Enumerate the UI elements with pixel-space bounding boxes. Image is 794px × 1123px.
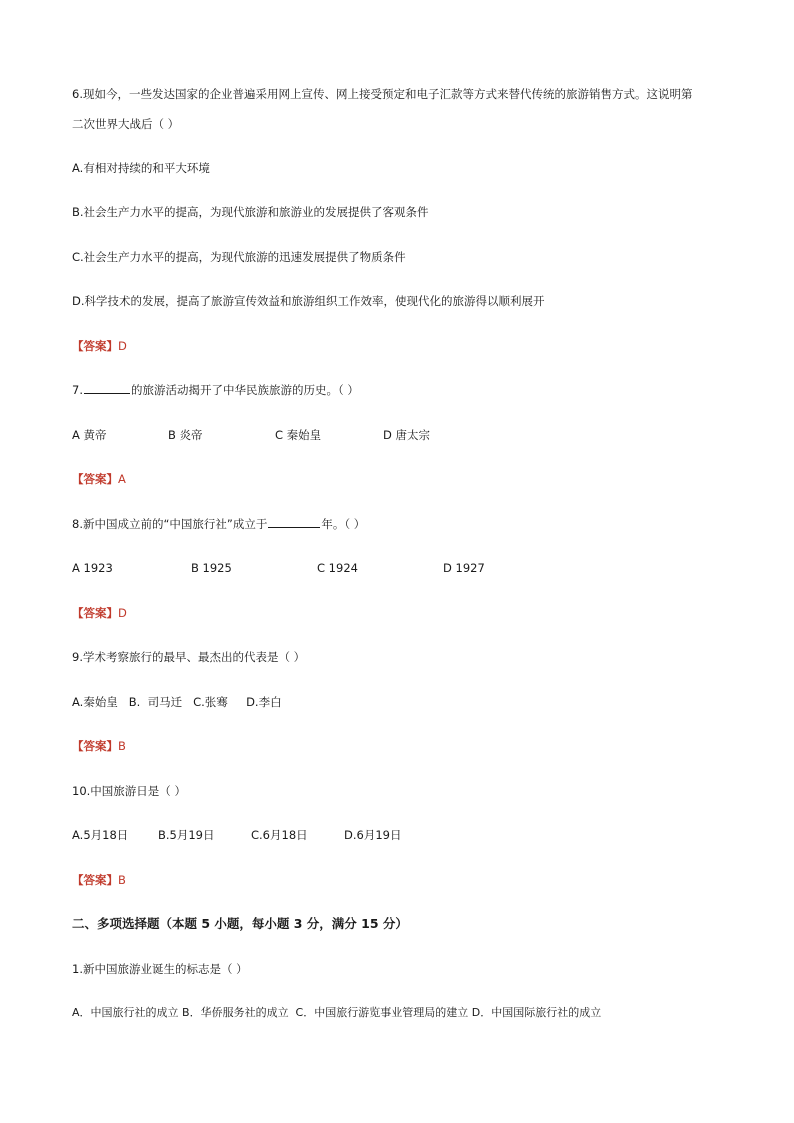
answer-label: 【答案】 xyxy=(72,606,118,620)
answer-value: B xyxy=(118,873,126,887)
q6-option-c: C.社会生产力水平的提高，为现代旅游的迅速发展提供了物质条件 xyxy=(72,250,406,264)
q8-option-a: A 1923 xyxy=(72,561,113,575)
m1-stem: 1.新中国旅游业诞生的标志是（ ） xyxy=(72,962,248,976)
section-heading: 二、多项选择题（本题 5 小题，每小题 3 分，满分 15 分） xyxy=(72,916,408,931)
q7-stem xyxy=(72,382,359,398)
q7-suffix: 的旅游活动揭开了中华民族旅游的历史。（ ） xyxy=(130,383,359,397)
answer-value: A xyxy=(118,472,126,486)
fill-blank xyxy=(84,382,130,394)
answer-label: 【答案】 xyxy=(72,472,118,486)
q7-answer xyxy=(72,471,126,487)
q8-answer xyxy=(72,605,127,621)
q8-prefix: 8.新中国成立前的“中国旅行社”成立于 xyxy=(72,517,268,531)
q7-prefix: 7. xyxy=(72,383,83,397)
q10-answer xyxy=(72,872,126,888)
m1-options: A．中国旅行社的成立 B．华侨服务社的成立 C．中国旅行游览事业管理局的建立 D．中国国际旅行社的成立 xyxy=(72,1006,602,1019)
q6-answer xyxy=(72,338,127,354)
answer-value: B xyxy=(118,739,126,753)
q9-options: A.秦始皇 B. 司马迁 C.张骞 D.李白 xyxy=(72,695,282,709)
q10-stem: 10.中国旅游日是（ ） xyxy=(72,784,186,798)
answer-label: 【答案】 xyxy=(72,739,118,753)
q7-option-d: D 唐太宗 xyxy=(383,428,431,442)
fill-blank xyxy=(268,516,320,528)
q7-option-b: B 炎帝 xyxy=(168,428,203,442)
q8-suffix: 年。（ ） xyxy=(321,517,366,531)
q9-answer xyxy=(72,738,126,754)
q6-stem-line1: 6.现如今，一些发达国家的企业普遍采用网上宣传、网上接受预定和电子汇款等方式来替代传统的旅游销售方式。这说明第 xyxy=(72,87,693,101)
q8-stem xyxy=(72,516,365,532)
q6-option-a: A.有相对持续的和平大环境 xyxy=(72,161,210,175)
answer-label: 【答案】 xyxy=(72,339,118,353)
q10-option-a: A.5月18日 xyxy=(72,828,129,842)
q10-option-c: C.6月18日 xyxy=(251,828,308,842)
q7-option-a: A 黄帝 xyxy=(72,428,107,442)
q6-option-b: B.社会生产力水平的提高，为现代旅游和旅游业的发展提供了客观条件 xyxy=(72,205,429,219)
answer-value: D xyxy=(118,339,127,353)
q8-option-d: D 1927 xyxy=(443,561,485,575)
q10-option-b: B.5月19日 xyxy=(158,828,215,842)
q9-stem: 9.学术考察旅行的最早、最杰出的代表是（ ） xyxy=(72,650,306,664)
answer-label: 【答案】 xyxy=(72,873,118,887)
q6-stem-line2: 二次世界大战后（ ） xyxy=(72,117,180,131)
q10-option-d: D.6月19日 xyxy=(344,828,402,842)
q8-option-c: C 1924 xyxy=(317,561,358,575)
q6-option-d: D.科学技术的发展，提高了旅游宣传效益和旅游组织工作效率，使现代化的旅游得以顺利展开 xyxy=(72,294,545,308)
q8-option-b: B 1925 xyxy=(191,561,232,575)
answer-value: D xyxy=(118,606,127,620)
q7-option-c: C 秦始皇 xyxy=(275,428,322,442)
